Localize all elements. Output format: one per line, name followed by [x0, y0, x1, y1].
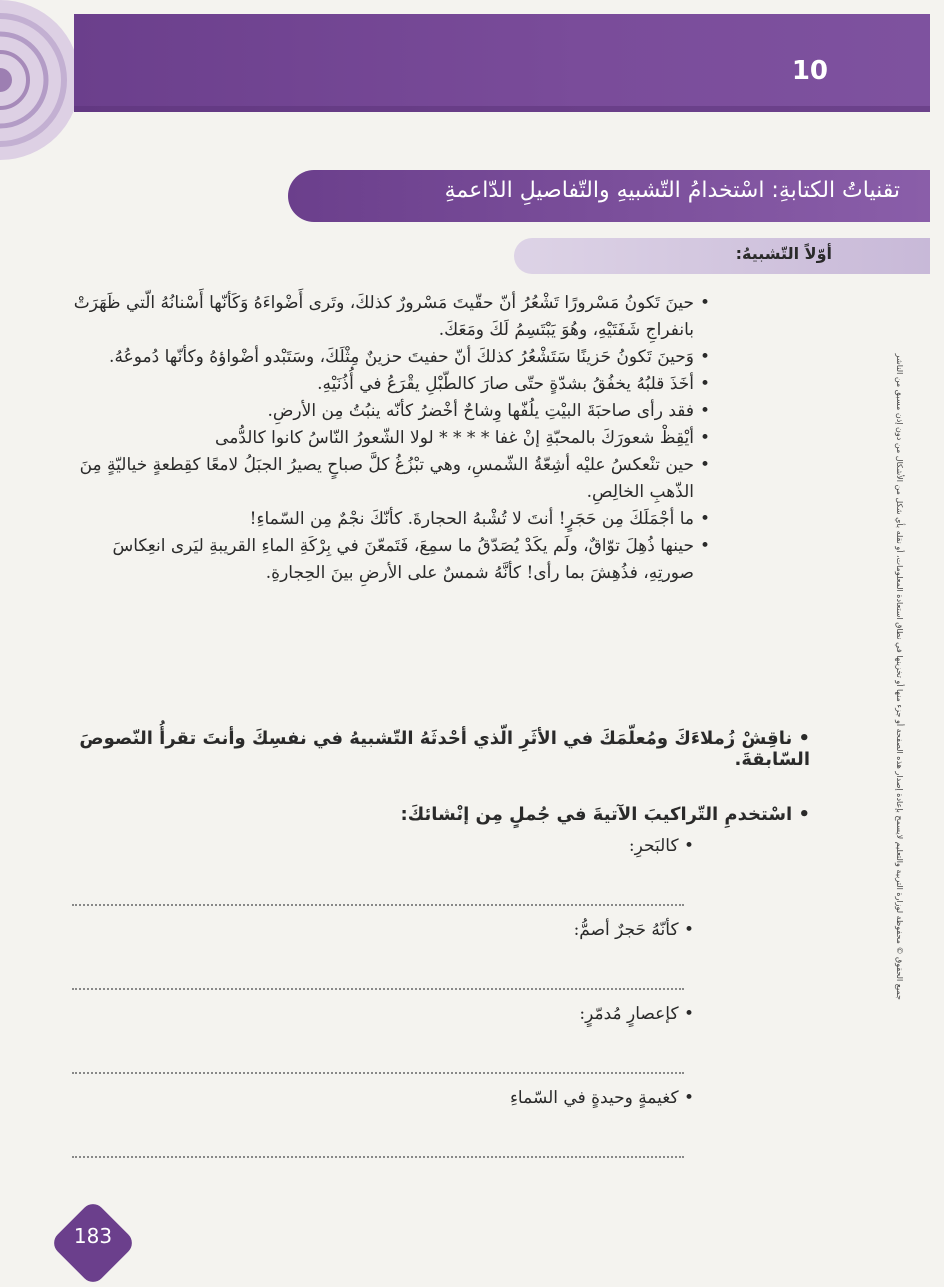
section-title-bar [288, 170, 930, 222]
example-item: • حين تنْعكسُ عليْه أشِعّةُ الشّمسِ، وهي تبْزُغُ كلَّ صباحٍ يصيرُ الجبَلُ لامعًا كقِطعةٍ خياليّةٍ مِنَ الذّهبِ الخالِصِ. [60, 452, 710, 506]
copyright-side-note [864, 300, 924, 1000]
discussion-prompt: • ناقِشْ زُملاءَكَ ومُعلّمَكَ في الأثَرِ الّذي أحْدثَهُ التّشبيهُ في نفسِكَ وأنتَ تقرأُ النّصوصَ السّابقةَ. [60, 728, 810, 770]
answer-line[interactable] [72, 904, 684, 906]
answer-line[interactable] [72, 1156, 684, 1158]
chapter-number: 10 [791, 56, 828, 86]
example-item: • حينَ تَكونُ مَسْرورًا تَشْعُرُ أنّ حقّيتَ مَسْرورٌ كذلكَ، وتَرى أَضْواءَهُ وَكَأنّها أَسْنانُهُ الّتي ظَهَرَتْ بانفراجِ شَفَتَيْهِ، وهُوَ يَبْتَسِمُ لَكَ ومَعَكَ. [60, 290, 710, 344]
phrase-item: • كإعصارٍ مُدمّرٍ: [579, 1004, 694, 1024]
example-item: • فقد رأى صاحبَةَ البيْتِ يلُفّها وِشاحٌ أخْضرُ كأنّه ينبُتُ مِن الأرضِ. [60, 398, 710, 425]
example-item: • أيْقِظْ شعورَكَ بالمحبّةِ إنْ غفا * * * * لولا الشّعورُ النّاسُ كانوا كالدُّمى [60, 425, 710, 452]
example-item: • وَحينَ تَكونُ حَزينًا سَتَشْعُرُ كذلكَ أنّ حفيتَ حزينٌ مِثْلَكَ، وسَتَبْدو أضْواؤهُ وكأنّها دُموعُهُ. [60, 344, 710, 371]
example-item: • ما أجْمَلَكَ مِن حَجَرٍ! أنتَ لا تُشْبهُ الحجارةَ. كأنّكَ نجْمٌ مِن السّماءِ! [60, 506, 710, 533]
page-number: 183 [73, 1224, 113, 1248]
corner-ornament [0, 0, 78, 160]
usage-instruction: • اسْتخدمِ التّراكيبَ الآتيةَ في جُملٍ مِن إنْشائكَ: [300, 804, 810, 825]
page-number-badge [58, 1208, 128, 1278]
phrase-item: • كأنّهُ حَجرٌ أصمُّ: [574, 920, 694, 940]
example-item: • حينها ذُهِلَ توّاقٌ، ولَم يكَدْ يُصَدّقُ ما سمِعَ، فَتَمعّنَ في بِرْكَةِ الماءِ القريبةِ ليَرى انعِكاسَ صورتِهِ، فذُهِشَ بما رأى! كأنَّهُ شمسٌ على الأرضِ بينَ الحِجارةِ. [60, 533, 710, 587]
answer-line[interactable] [72, 1072, 684, 1074]
phrase-item: • كغيمةٍ وحيدةٍ في السّماءِ [510, 1088, 694, 1108]
subsection-title: أوّلاً التّشبيهُ: [735, 244, 832, 263]
simile-examples-list [60, 290, 710, 587]
copyright-text: جميع الحقوق © محفوظة لوزارة التربية والتعليم لايسمح بإعادة إصدار هذه الصفحة أو جزء منها أو تخزينها في نطاق استعادة المعلومات، أو نقله بأي شكل من الأشكال من دون إذن مسبق من الناشر [895, 353, 904, 1000]
section-title: تقنياتُ الكتابةِ: اسْتخدامُ التّشبيهِ والتّفاصيلِ الدّاعمةِ [444, 178, 900, 203]
subsection-bar [514, 238, 930, 274]
phrase-item: • كالبَحرِ: [629, 836, 694, 856]
answer-line[interactable] [72, 988, 684, 990]
example-item: • أخَذَ قلبُهُ يخفُقُ بشدّةٍ حتّى صارَ كالطّبْلِ يقْرَعُ في أُذُنَيْهِ. [60, 371, 710, 398]
